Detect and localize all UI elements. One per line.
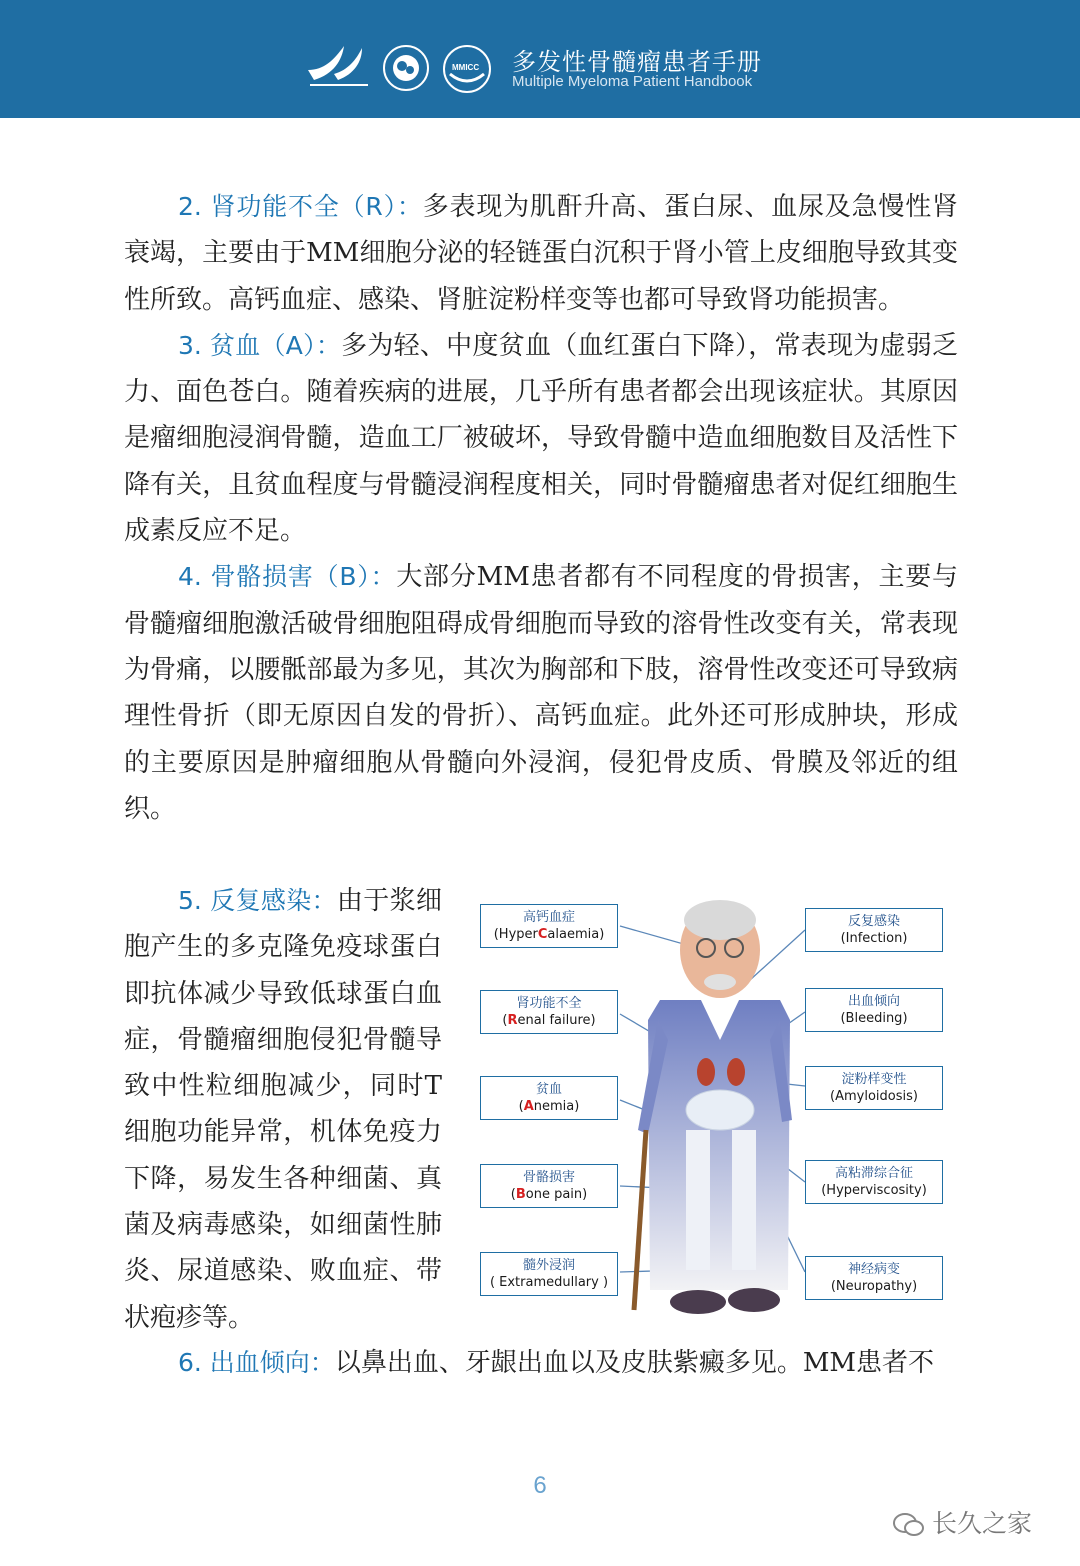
label-en: (Bleeding) [840, 1011, 908, 1026]
section-bone [124, 554, 958, 832]
label-bone [480, 1164, 618, 1208]
section-body: 以鼻出血、牙龈出血以及皮肤紫癜多见。MM患者不 [334, 1348, 935, 1378]
label-en: (Amyloidosis) [830, 1089, 918, 1104]
main-text [124, 184, 958, 832]
label-en [481, 1098, 617, 1116]
section-renal [124, 184, 958, 323]
label-cn: 髓外浸润 [522, 1258, 575, 1273]
label-hypercalcaemia [480, 904, 618, 948]
watermark [892, 1504, 1032, 1540]
label-en: (Hyperviscosity) [821, 1183, 927, 1198]
association-seal-icon [382, 44, 430, 92]
label-en-post: one pain) [525, 1187, 588, 1202]
section-heading: 4. 骨骼损害（B）： [178, 562, 397, 592]
section-body: 多为轻、中度贫血（血红蛋白下降），常表现为虚弱乏力、面色苍白。随着疾病的进展，几乎所有患者都会出现该症状。其原因是瘤细胞浸润骨髓，造血工厂被破坏，导致骨髓中造血细胞数目及活性下降有关，且贫血程度与骨髓浸润程度相关，同时骨髓瘤患者对促红细胞生成素反应不足。 [124, 330, 958, 547]
label-en: (Infection) [840, 931, 908, 946]
label-amyloidosis [805, 1066, 943, 1110]
label-cn: 出血倾向 [847, 994, 900, 1009]
label-en [481, 1012, 617, 1030]
label-en [481, 926, 617, 944]
label-cn: 肾功能不全 [516, 996, 582, 1011]
watermark-text: 长久之家 [932, 1509, 1033, 1538]
page-number: 6 [533, 1472, 547, 1499]
label-cn: 骨骼损害 [522, 1170, 575, 1185]
label-en-post: nemia) [533, 1099, 580, 1114]
label-cn: 淀粉样变性 [841, 1072, 907, 1087]
label-en-cap: R [507, 1013, 518, 1028]
label-en-post: enal failure) [517, 1013, 596, 1028]
label-en-pre: ( [510, 1187, 516, 1202]
label-en: ( Extramedullary ) [489, 1275, 609, 1290]
mmicc-logo-text: MMICC [452, 63, 480, 72]
label-en-pre: ( [502, 1013, 508, 1028]
section-bleeding [124, 1340, 958, 1386]
page-header [0, 0, 1080, 118]
label-renal [480, 990, 618, 1034]
section-heading: 3. 贫血（A）： [178, 330, 342, 360]
handbook-title: 多发性骨髓瘤患者手册 [512, 48, 762, 76]
label-neuropathy [805, 1256, 943, 1300]
handbook-subtitle: Multiple Myeloma Patient Handbook [512, 73, 753, 90]
section-body: 由于浆细胞产生的多克隆免疫球蛋白即抗体减少导致低球蛋白血症，骨髓瘤细胞侵犯骨髓导致中性粒细胞减少，同时T细胞功能异常，机体免疫力下降，易发生各种细菌、真菌及病毒感染，如细菌性肺炎、尿道感染、败血症、带状疱疹等。 [124, 886, 442, 1333]
label-cn: 高钙血症 [522, 910, 575, 925]
section-body: 多表现为肌酐升高、蛋白尿、血尿及急慢性肾衰竭，主要由于MM细胞分泌的轻链蛋白沉积于肾小管上皮细胞导致其变性所致。高钙血症、感染、肾脏淀粉样变等也都可导致肾功能损害。 [124, 192, 958, 315]
section-body: 大部分MM患者都有不同程度的骨损害，主要与骨髓瘤细胞激活破骨细胞阻碍成骨细胞而导致的溶骨性改变有关，常表现为骨痛，以腰骶部最为多见，其次为胸部和下肢，溶骨性改变还可导致病理性骨折（即无原因自发的骨折）、高钙血症。此外还可形成肿块，形成的主要原因是肿瘤细胞从骨髓向外浸润，侵犯骨皮质、骨膜及邻近的组织。 [124, 562, 958, 824]
label-en [481, 1186, 617, 1204]
label-cn: 贫血 [535, 1082, 562, 1097]
label-cn: 反复感染 [847, 914, 900, 929]
society-logo [304, 40, 374, 92]
symptom-figure [470, 890, 960, 1330]
label-en-cap: C [537, 927, 548, 942]
label-cn: 神经病变 [847, 1262, 900, 1277]
label-bleeding [805, 988, 943, 1032]
label-en-pre: ( [518, 1099, 524, 1114]
wechat-icon [892, 1512, 926, 1538]
label-en-cap: B [515, 1187, 526, 1202]
label-cn: 高粘滞综合征 [834, 1166, 913, 1181]
section-heading: 6. 出血倾向： [178, 1348, 335, 1377]
section-anemia [124, 323, 958, 554]
label-infection [805, 908, 943, 952]
label-extramedullary [480, 1252, 618, 1296]
label-en-pre: (Hyper [493, 927, 538, 942]
label-en-cap: A [523, 1099, 534, 1114]
section-heading: 5. 反复感染： [178, 886, 337, 915]
section-infection [124, 878, 442, 1341]
label-hyperviscosity [805, 1160, 943, 1204]
label-anemia [480, 1076, 618, 1120]
section-heading: 2. 肾功能不全（R）： [178, 192, 423, 221]
label-en: (Neuropathy) [830, 1279, 918, 1294]
label-en-post: alaemia) [547, 927, 605, 942]
